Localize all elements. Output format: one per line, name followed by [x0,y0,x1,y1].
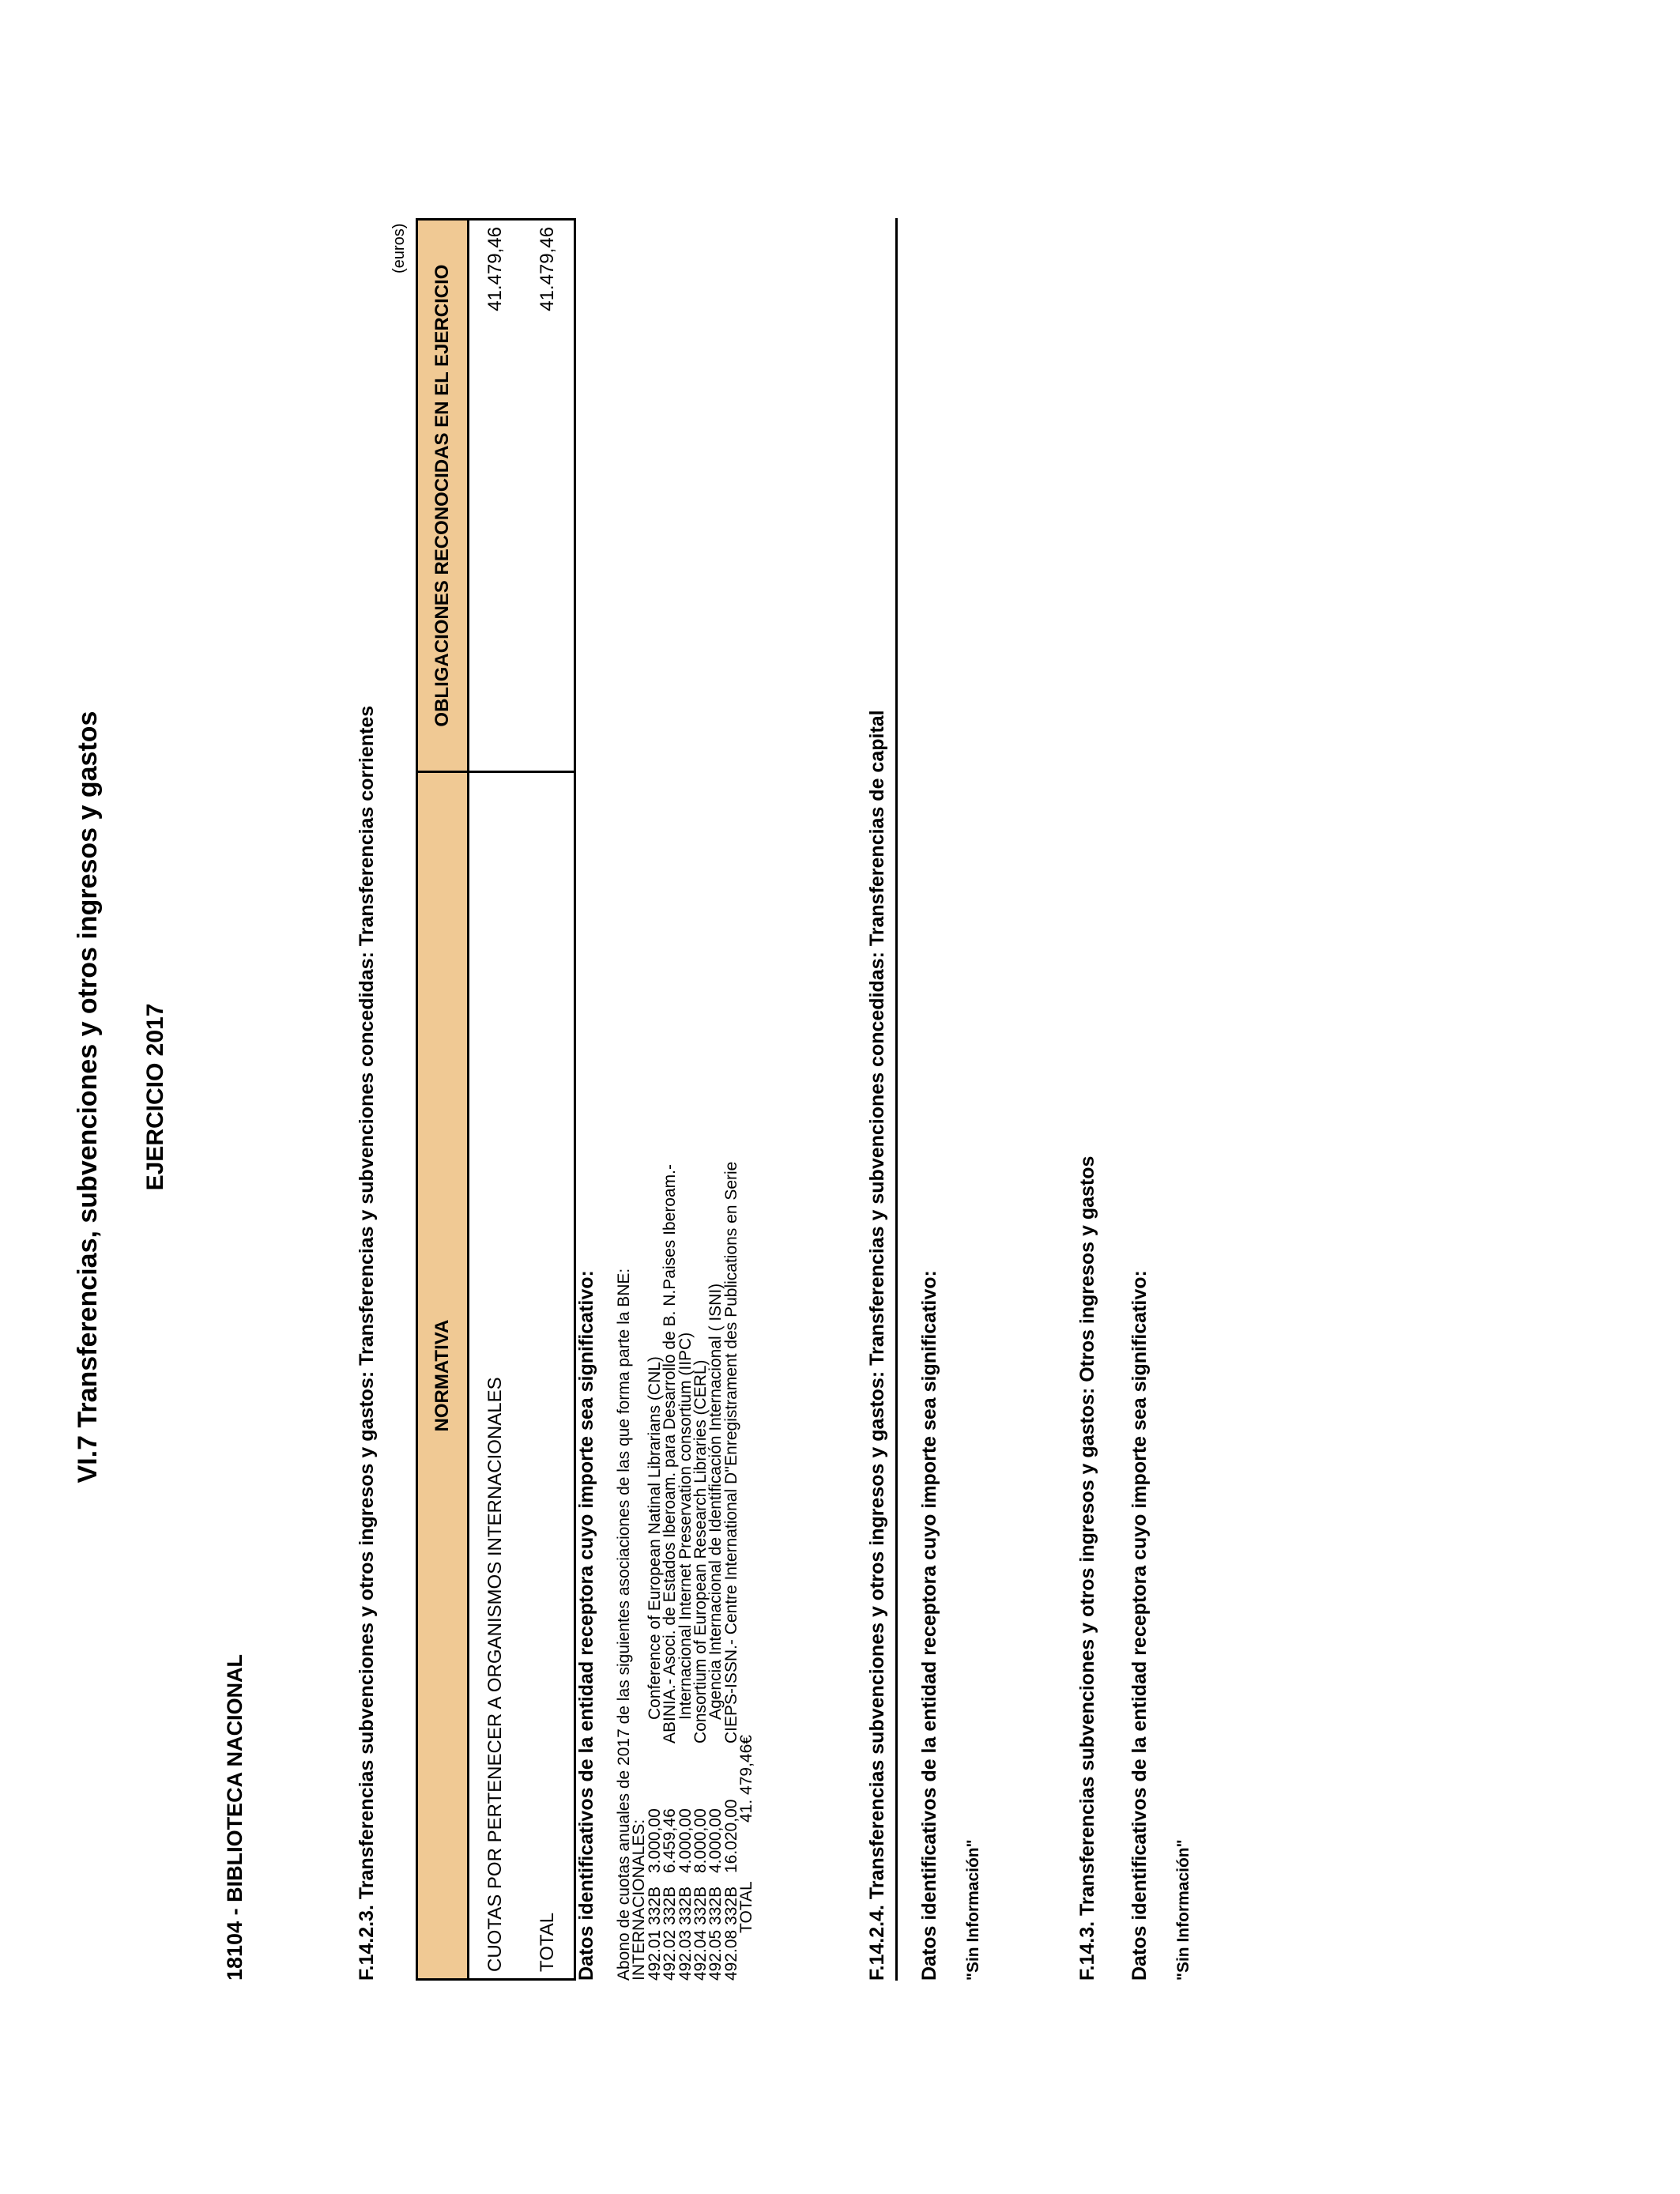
cuota-total-value: 41. 479,46€ [737,1735,756,1823]
note-intro: Abono de cuotas anuales de 2017 de las siguientes asociaciones de las que forma parte la BNE: [615,1268,633,1981]
table-row-total [522,220,575,1980]
cuota-amount: 16.020,00 [721,1799,740,1873]
sin-informacion-2: "Sin Información" [964,1839,982,1981]
cuota-amount: 4.000,00 [706,1808,725,1873]
cuota-code: 492.03 332B [676,1886,695,1981]
cell-total-value: 41.479,46 [522,220,575,772]
cuota-name: Conference of European Natinal Librarians (CNL) [645,1356,664,1720]
cuota-name: CIEPS-ISSN.- Centre International D''Enregistrament des Publications en Serie [721,1161,740,1744]
cuota-name: Internacional Internet Preservation consortium (IIPC) [676,1332,695,1720]
sin-informacion-3: "Sin Información" [1174,1839,1192,1981]
receptora-heading-2: Datos identificativos de la entidad receptora cuyo importe sea significativo: [918,1270,940,1981]
section-divider [895,218,898,1981]
entity-name: 18104 - BIBLIOTECA NACIONAL [223,1653,247,1981]
receptora-heading-3: Datos identificativos de la entidad receptora cuyo importe sea significativo: [1128,1270,1151,1981]
cell-importe: 41.479,46 [469,220,522,772]
cuota-name: Agencia Internacional de Identificación Internacional ( ISNI) [706,1283,725,1720]
transferencias-table [416,218,576,1981]
cuota-code: 492.05 332B [706,1886,725,1981]
cell-normativa: CUOTAS POR PERTENECER A ORGANISMOS INTERNACIONALES [469,772,522,1980]
cuota-code: 492.01 332B [645,1886,664,1981]
cuota-amount: 8.000,00 [691,1808,710,1873]
section-2-heading: F.14.2.4. Transferencias subvenciones y otros ingresos y gastos: Transferencias y subvenciones concedidas: Transferencias de capital [866,710,888,1981]
cuota-name: Consortium of European Research Libraries (CERL) [691,1359,710,1744]
note-internacionales: INTERNACIONALES: [630,1819,649,1981]
cuota-code: 492.04 332B [691,1886,710,1981]
cell-total-label: TOTAL [522,772,575,1980]
cuota-code: 492.02 332B [661,1886,680,1981]
col-header-obligaciones: OBLIGACIONES RECONOCIDAS EN EL EJERCICIO [417,220,469,772]
fiscal-year: EJERCICIO 2017 [142,1003,168,1191]
units-label: (euros) [390,223,408,273]
cuota-amount: 6.459,46 [661,1808,680,1873]
cuota-name: ABINIA.- Asoci. de Estados Iberoam. para Desarrollo de B. N.Paises Iberoam.- [661,1164,680,1744]
page-title: VI.7 Transferencias, subvenciones y otros ingresos y gastos [73,711,103,1483]
table-row [469,220,522,1980]
table-header-row [417,220,469,1980]
cuota-amount: 4.000,00 [676,1808,695,1873]
cuota-amount: 3.000,00 [645,1808,664,1873]
receptora-heading-1: Datos identificativos de la entidad receptora cuyo importe sea significativo: [575,1270,597,1981]
section-1-heading: F.14.2.3. Transferencias subvenciones y otros ingresos y gastos: Transferencias y subvenciones concedidas: Transferencias corrientes [356,705,378,1981]
col-header-normativa: NORMATIVA [417,772,469,1980]
cuota-total-label: TOTAL [737,1881,756,1933]
cuota-code: 492.08 332B [721,1886,740,1981]
section-3-heading: F.14.3. Transferencias subvenciones y otros ingresos y gastos: Otros ingresos y gastos [1076,1155,1098,1981]
